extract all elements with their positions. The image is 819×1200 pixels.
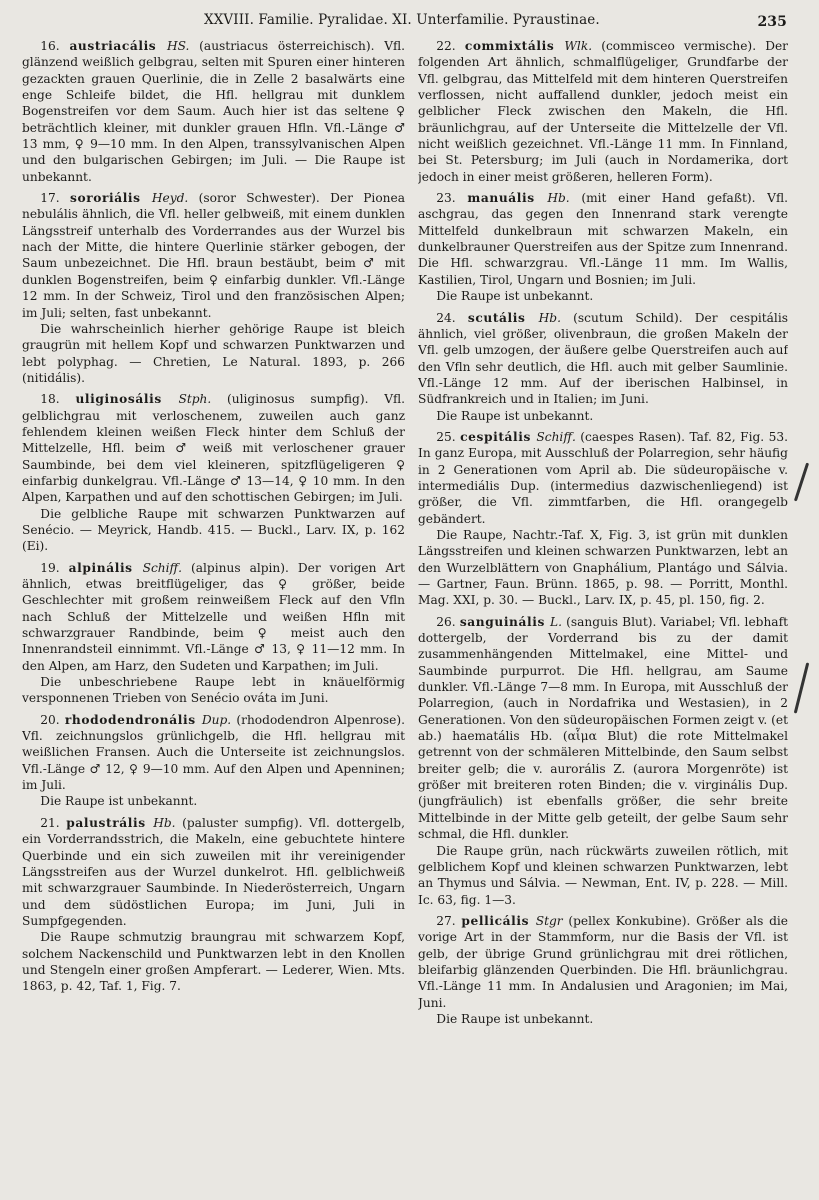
entry-text: Die Raupe ist unbekannt. (40, 794, 198, 809)
species-name: austriacális (69, 39, 167, 53)
entry-text: (soror Schwester). Der Pionea nebulális ähnlich, die Vfl. heller gelbweiß, mit einem dunklen Längsstreif unterhalb des Vorderrandes aus der Wurzel bis nach der Mitte, die hintere Querlinie stärker gebogen, der Saum unbezeichnet. Die Hfl. braun bestäubt, beim ♂ mit dunklen Bogenstreifen, beim ♀ einfarbig dunkler. Vfl.-Länge 12 mm. In der Schweiz, Tirol und den französischen Alpen; im Juli; selten, fast unbekannt. (22, 191, 405, 320)
entry-number: 27. (436, 913, 462, 928)
raupe-paragraph (418, 843, 788, 908)
species-entry (418, 310, 788, 408)
species-entry (22, 560, 405, 674)
entry-number: 26. (436, 614, 460, 629)
author-name: Schiff. (536, 429, 576, 444)
species-entry (22, 815, 405, 929)
pencil-mark (794, 463, 809, 502)
species-name: cespitális (460, 429, 537, 444)
entry-text: (pellex Konkubine). Größer als die vorige Art in der Stammform, nur die Basis der Vfl. ist gelb, der übrige Grund grünlichgrau mit drei rötlichen, bleifarbig glänzenden Querbinden. Die Hfl. bräunlichgrau. Vfl.-Länge 11 mm. In Andalusien und Aragonien; im Mai, Juni. (418, 913, 788, 1010)
raupe-paragraph (22, 674, 405, 707)
species-name: rhododendronális (64, 712, 202, 727)
author-name: Wlk. (564, 39, 593, 53)
species-entry (22, 38, 405, 185)
species-name: manuális (467, 191, 548, 206)
entry-text: Die wahrscheinlich hierher gehörige Raupe ist bleich graugrün mit hellem Kopf und schwarzen Punktwarzen und lebt polyphag. — Chretien, Le Natural. 1893, p. 266 (nitidális). (22, 321, 405, 385)
species-name: scutális (467, 310, 539, 325)
entry-number: 17. (40, 191, 70, 206)
entry-text: (alpinus alpin). Der vorigen Art ähnlich, etwas breitflügeliger, das ♀ größer, beide Geschlechter mit großem reinweißem Fleck auf den Vfln nach Schluß der Mittelzelle und weißen Hfln mit schwarzgrauer Randbinde, beim ♀ meist auch den Innenrandsteil einnimmt. Vfl.-Länge ♂ 13, ♀ 11—12 mm. In den Alpen, am Harz, den Sudeten und Karpathen; im Juli. (22, 560, 405, 673)
entry-text: (mit einer Hand gefaßt). Vfl. aschgrau, das gegen den Innenrand stark verengte Mittelfeld dunkelbraun mit schwarzen Makeln, ein dunkelbrauner Querstreifen aus der Spitze zum Innenrand. Die Hfl. schwarzgrau. Vfl.-Länge 11 mm. Im Wallis, Kastilien, Tirol, Ungarn und Bosnien; im Juli. (418, 191, 788, 287)
entry-number: 19. (40, 560, 69, 575)
raupe-paragraph (22, 793, 405, 809)
author-name: Dup. (201, 712, 232, 727)
species-name: palustrális (66, 815, 154, 830)
left-column (22, 38, 405, 1188)
entry-text: (sanguis Blut). Variabel; Vfl. lebhaft dottergelb, der Vorderrand bis zu der damit zusammenhängenden Mittelmakel, eine Mittel- und Saumbinde purpurrot. Die Hfl. hellgrau, am Saume dunkler. Vfl.-Länge 7—8 mm. In Europa, mit Ausschluß der Polarregion, (auch in Nordafrika und Westasien), in 2 Generationen. Von den südeuropäischen Formen zeigt v. (et ab.) haematális Hb. (αἷμα Blut) die rote Mittelmakel getrennt von der schmäleren Mittelbinde, den Saum selbst breiter gelb; die v. aurorális Z. (aurora Morgenröte) ist größer mit breiteren roten Binden; die v. virginális Dup. (jungfräulich) ist ebenfalls größer, die sehr breite Mittelbinde in der Mitte gelb geteilt, der gelbe Saum sehr schmal, die Hfl. dunkler. (418, 614, 788, 842)
author-name: Schiff. (142, 560, 183, 575)
species-entry (418, 429, 788, 527)
entry-number: 21. (40, 815, 67, 830)
author-name: Hb. (538, 310, 561, 325)
author-name: Hb. (153, 815, 176, 830)
species-entry (22, 190, 405, 321)
raupe-paragraph (418, 1011, 788, 1027)
author-name: Heyd. (151, 191, 189, 206)
entry-number: 24. (436, 310, 468, 325)
raupe-paragraph (22, 929, 405, 994)
species-entry (22, 391, 405, 505)
entry-number: 23. (436, 191, 468, 206)
entry-text: Die Raupe grün, nach rückwärts zuweilen rötlich, mit gelblichem Kopf und kleinen schwarzen Punktwarzen, lebt an Thymus und Sálvia. — Newman, Ent. IV, p. 228. — Mill. Ic. 63, fig. 1—3. (418, 843, 788, 907)
raupe-paragraph (22, 506, 405, 555)
author-name: L. (550, 614, 562, 629)
page-number: 235 (757, 14, 787, 30)
entry-text: Die Raupe, Nachtr.-Taf. X, Fig. 3, ist grün mit dunklen Längsstreifen und kleinen schwarzen Punktwarzen, lebt an den Wurzelblättern von Gnaphálium, Plantágo und Sálvia. — Gartner, Faun. Brünn. 1865, p. 98. — Porritt, Monthl. Mag. XXI, p. 30. — Buckl., Larv. IX, p. 45, pl. 150, fig. 2. (418, 527, 788, 608)
entry-text: (rhododendron Alpenrose). Vfl. zeichnungslos grünlichgelb, die Hfl. hellgrau mit weißlichen Fransen. Auch die Unterseite ist zeichnungslos. Vfl.-Länge ♂ 12, ♀ 9—10 mm. Auf den Alpen und Apenninen; im Juli. (22, 712, 405, 793)
species-entry (418, 190, 788, 288)
entry-number: 22. (436, 39, 465, 53)
running-header (0, 10, 819, 34)
species-name: alpinális (68, 560, 143, 575)
entry-text: (scutum Schild). Der cespitális ähnlich, viel größer, olivenbraun, die großen Makeln der Vfl. gelb umzogen, der äußere gelbe Querstreifen auch auf den Vfln sehr deutlich, die Hfl. auch mit gelber Saumlinie. Vfl.-Länge 12 mm. Auf der iberischen Halbinsel, in Südfrankreich und in Italien; im Juni. (418, 310, 788, 407)
raupe-paragraph (418, 408, 788, 424)
species-name: sororiális (70, 191, 152, 206)
entry-text: Die Raupe ist unbekannt. (436, 1011, 594, 1026)
raupe-paragraph (418, 288, 788, 304)
entry-number: 18. (40, 392, 76, 407)
author-name: Hb. (547, 191, 570, 206)
entry-number: 20. (40, 712, 65, 727)
raupe-paragraph (418, 527, 788, 609)
species-entry (418, 614, 788, 843)
author-name: Stgr (535, 913, 563, 928)
species-name: sanguinális (459, 614, 551, 629)
entry-text: (caespes Rasen). Taf. 82, Fig. 53. In ganz Europa, mit Ausschluß der Polarregion, sehr häufig in 2 Generationen vom April ab. Die südeuropäische v. intermediális Dup. (intermedius dazwischenliegend) ist größer, die Vfl. zimmtfarben, die Hfl. orangegelb gebändert. (418, 429, 788, 526)
entry-text: (commisceo vermische). Der folgenden Art ähnlich, schmalflügeliger, Grundfarbe der Vfl. gelbgrau, das Mittelfeld mit dem hinteren Querstreifen verflossen, nicht auffallend dunkler, jedoch meist ein gelblicher Fleck zwischen den Makeln, die Hfl. bräunlichgrau, auf der Unterseite die Mittelzelle der Vfl. nicht weißlich gezeichnet. Vfl.-Länge 11 mm. In Finnland, bei St. Petersburg; im Juli (auch in Nordamerika, dort jedoch in einer meist größeren, helleren Form). (418, 39, 788, 184)
author-name: HS. (167, 39, 190, 53)
entry-text: Die Raupe ist unbekannt. (436, 408, 594, 423)
species-entry (418, 38, 788, 185)
entry-text: Die Raupe ist unbekannt. (436, 289, 594, 304)
entry-text: Die unbeschriebene Raupe lebt in knäuelförmig versponnenen Trieben von Senécio ováta im Juni. (22, 675, 405, 706)
species-entry (22, 712, 405, 794)
running-title: XXVIII. Familie. Pyralidae. XI. Unterfamilie. Pyraustinae. (204, 12, 600, 28)
entry-text: Die Raupe schmutzig braungrau mit schwarzem Kopf, solchem Nackenschild und Punktwarzen lebt in den Knollen und Stengeln einer großen Ampferart. — Lederer, Wien. Mts. 1863, p. 42, Taf. 1, Fig. 7. (22, 930, 405, 994)
pencil-mark (794, 662, 809, 713)
entry-text: (uliginosus sumpfig). Vfl. gelblichgrau mit verloschenem, zuweilen auch ganz fehlendem kleinen weißen Fleck hinter dem Schluß der Mittelzelle, Hfl. beim ♂ weiß mit verloschener grauer Saumbinde, bei dem viel kleineren, spitzflügeligeren ♀ einfarbig dunkelgrau. Vfl.-Länge ♂ 13—14, ♀ 10 mm. In den Alpen, Karpathen und auf den schottischen Gebirgen; im Juli. (22, 392, 405, 505)
species-name: commixtális (464, 39, 565, 53)
species-name: pellicális (461, 913, 536, 928)
species-entry (418, 913, 788, 1011)
entry-text: (austriacus österreichisch). Vfl. glänzend weißlich gelbgrau, selten mit Spuren einer hinteren gezackten grauen Querlinie, die in Zelle 2 basalwärts eine enge Schleife bildet, die Hfl. hellgrau mit dunklem Bogenstreifen vor dem Saum. Auch hier ist das seltene ♀ beträchtlich kleiner, mit dunkler grauen Hfln. Vfl.-Länge ♂ 13 mm, ♀ 9—10 mm. In den Alpen, transsylvanischen Alpen und den bulgarischen Gebirgen; im Juli. — Die Raupe ist unbekannt. (22, 39, 405, 184)
entry-number: 16. (40, 39, 70, 53)
right-column (418, 38, 788, 1188)
author-name: Stph. (178, 392, 212, 407)
raupe-paragraph (22, 321, 405, 386)
entry-text: (paluster sumpfig). Vfl. dottergelb, ein Vorderrandsstrich, die Makeln, eine gebuchtete hintere Querbinde und ein sich zuweilen mit ihr vereinigender Längsstreifen aus der Wurzel dunkelrot. Hfl. gelblichweiß mit schwarzgrauer Saumbinde. In Niederösterreich, Ungarn und dem südöstlichen Europa; im Juni, Juli in Sumpfgegenden. (22, 815, 405, 928)
species-name: uliginosális (75, 392, 179, 407)
entry-number: 25. (436, 429, 461, 444)
entry-text: Die gelbliche Raupe mit schwarzen Punktwarzen auf Senécio. — Meyrick, Handb. 415. — Buckl., Larv. IX, p. 162 (Ei). (22, 506, 405, 554)
